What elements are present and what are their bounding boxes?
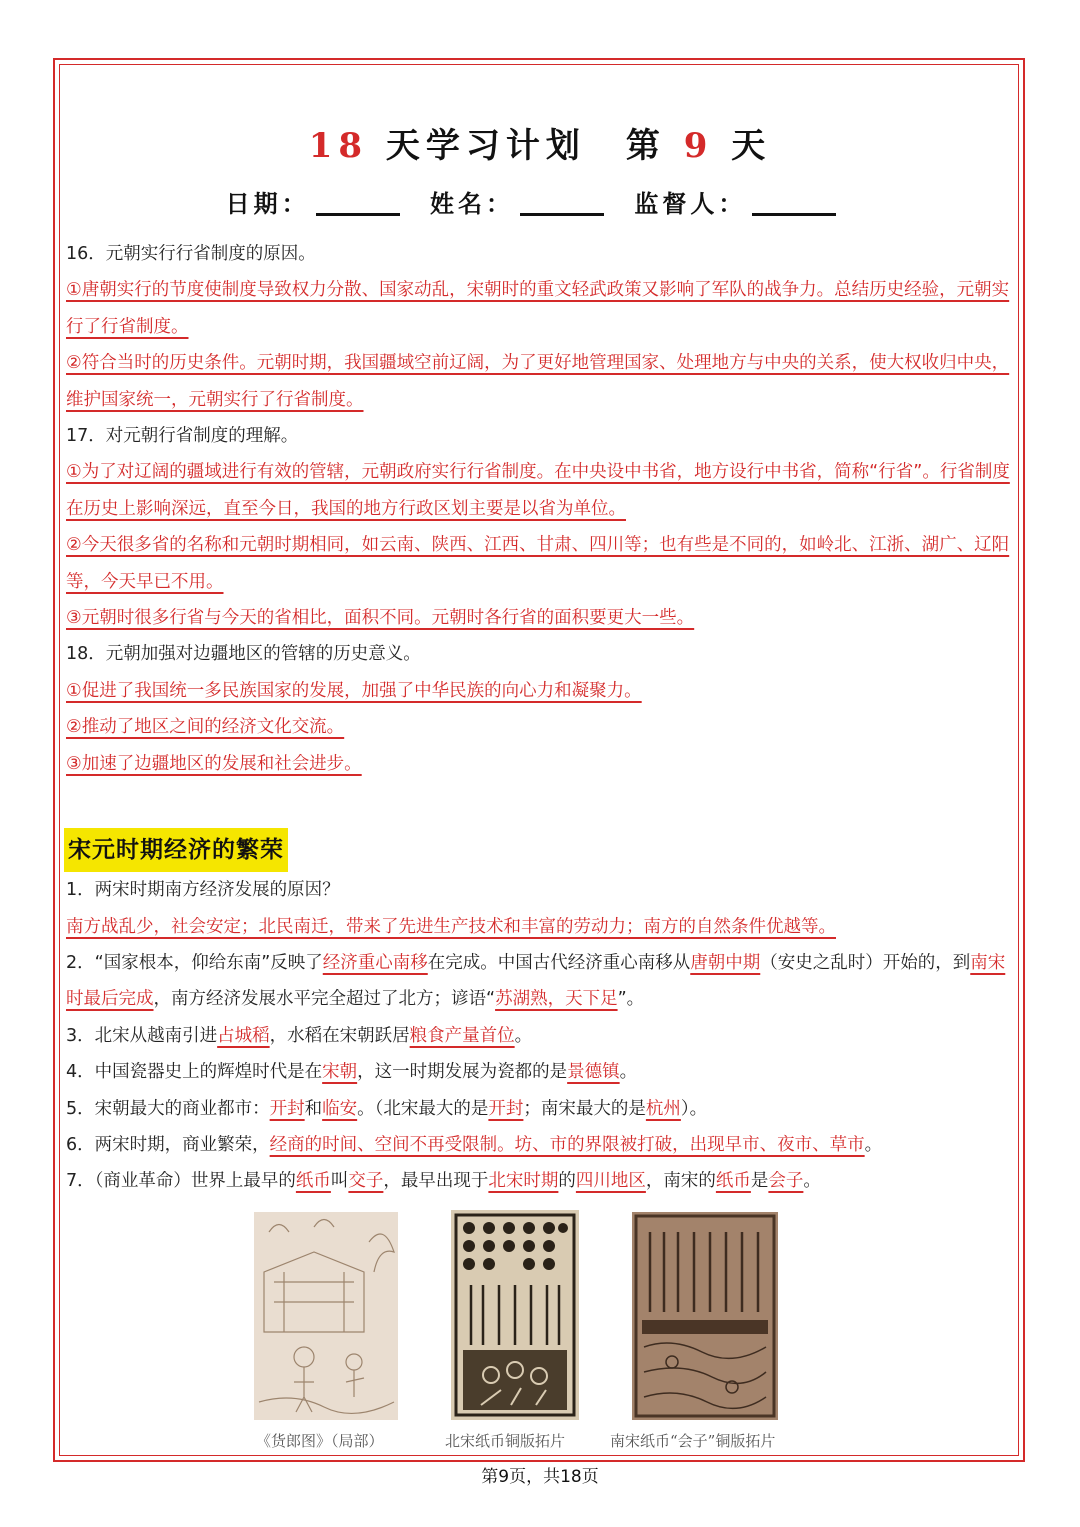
meta-line	[0, 184, 1080, 219]
q17-answer-2: ②今天很多省的名称和元朝时期相同，如云南、陕西、江西、甘肃、四川等；也有些是不同的，如岭北、江浙、湖广、辽阳等，今天早已不用。	[66, 535, 1010, 592]
name-label: 姓名：	[430, 189, 514, 218]
s5-item: 5．宋朝最大的商业都市：开封和临安。（北宋最大的是开封；南宋最大的是杭州）。	[66, 1098, 708, 1119]
name-blank	[520, 191, 604, 216]
huolang-painting-image	[254, 1212, 398, 1420]
s7-blank-6: 会子	[768, 1171, 804, 1192]
title-day-prefix: 第	[625, 126, 666, 166]
s2-item: 2．“国家根本，仰给东南”反映了经济重心南移在完成。中国古代经济重心南移从唐朝中期（安史之乱时）开始的，到南宋时最后完成，南方经济发展水平完全超过了北方；谚语“苏湖熟，天下足”。	[66, 952, 1006, 1010]
s5-blank-2: 临安	[322, 1098, 358, 1119]
page-number: 第9页，共18页	[481, 1467, 599, 1487]
q18-answer-2: ②推动了地区之间的经济文化交流。	[66, 717, 345, 738]
title-plan-text: 天学习计划	[385, 126, 586, 166]
supervisor-blank	[752, 191, 836, 216]
date-blank	[316, 191, 400, 216]
s5-blank-3: 开封	[488, 1098, 524, 1119]
s2-blank-1: 经济重心南移	[322, 952, 428, 973]
q16-question: 16．元朝实行行省制度的原因。	[66, 244, 316, 264]
s2-blank-4: 苏湖熟，天下足	[495, 989, 618, 1010]
date-label: 日期：	[225, 189, 310, 218]
q17-answer-1: ①为了对辽阔的疆域进行有效的管辖，元朝政府实行行省制度。在中央设中书省，地方设行中书省，简称“行省”。行省制度在历史上影响深远，直至今日，我国的地方行政区划主要是以省为单位。	[66, 462, 1010, 519]
s5-blank-4: 杭州	[645, 1098, 681, 1119]
section-title: 宋元时期经济的繁荣	[64, 828, 288, 872]
s1-question: 1．两宋时期南方经济发展的原因？	[66, 880, 340, 901]
caption-huolang: 《货郎图》（局部）	[256, 1432, 384, 1450]
southern-song-huizi-image	[632, 1212, 778, 1420]
s7-blank-4: 四川地区	[575, 1171, 646, 1192]
northern-song-banknote-image	[451, 1210, 579, 1420]
s2-blank-3: 南宋时最后完成	[66, 952, 1006, 1010]
page-content	[66, 236, 1018, 1200]
s4-blank-2: 景德镇	[567, 1062, 620, 1083]
s5-blank-1: 开封	[269, 1098, 305, 1119]
s7-blank-1: 纸币	[295, 1171, 331, 1192]
caption-southern-huizi: 南宋纸币“会子”铜版拓片	[610, 1432, 776, 1450]
s7-item: 7．（商业革命）世界上最早的纸币叫交子，最早出现于北宋时期的四川地区，南宋的纸币是会子。	[66, 1171, 821, 1192]
s4-item: 4．中国瓷器史上的辉煌时代是在宋朝，这一时期发展为瓷都的是景德镇。	[66, 1062, 638, 1083]
s6-blank-1: 经商的时间、空间不再受限制。坊、市的界限被打破，出现早市、夜市、草市	[269, 1134, 865, 1155]
s7-blank-5: 纸币	[715, 1171, 751, 1192]
q18-answer-3: ③加速了边疆地区的发展和社会进步。	[66, 753, 362, 774]
s7-blank-2: 交子	[348, 1171, 384, 1192]
q18-question: 18．元朝加强对边疆地区的管辖的历史意义。	[66, 644, 421, 665]
q16-answer-2: ②符合当时的历史条件。元朝时期，我国疆域空前辽阔，为了更好地管理国家、处理地方与中央的关系，使大权收归中央，维护国家统一，元朝实行了行省制度。	[66, 353, 1010, 410]
s4-blank-1: 宋朝	[322, 1062, 358, 1083]
s3-blank-1: 占城稻	[217, 1025, 270, 1046]
s1-answer: 南方战乱少，社会安定；北民南迁，带来了先进生产技术和丰富的劳动力；南方的自然条件优越等。	[66, 916, 836, 937]
s6-item: 6．两宋时期，商业繁荣，经商的时间、空间不再受限制。坊、市的界限被打破，出现早市、夜市、草市。	[66, 1134, 883, 1155]
s3-blank-2: 粮食产量首位	[409, 1025, 515, 1046]
s7-blank-3: 北宋时期	[488, 1171, 559, 1192]
q18-answer-1: ①促进了我国统一多民族国家的发展，加强了中华民族的向心力和凝聚力。	[66, 680, 642, 701]
title-plan-days: 18	[308, 126, 369, 166]
s3-item: 3．北宋从越南引进占城稻，水稻在宋朝跃居粮食产量首位。	[66, 1025, 533, 1046]
q17-question: 17．对元朝行省制度的理解。	[66, 426, 299, 447]
q16-answer-1: ①唐朝实行的节度使制度导致权力分散、国家动乱，宋朝时的重文轻武政策又影响了军队的战争力。总结历史经验，元朝实行了行省制度。	[66, 280, 1010, 337]
title-day-number: 9	[683, 126, 714, 166]
caption-northern-banknote: 北宋纸币铜版拓片	[445, 1432, 566, 1450]
supervisor-label: 监督人：	[634, 189, 747, 218]
page-title	[0, 118, 1080, 167]
q17-answer-3: ③元朝时很多行省与今天的省相比，面积不同。元朝时各行省的面积要更大一些。	[66, 608, 695, 629]
s2-blank-2: 唐朝中期	[690, 952, 761, 973]
title-day-suffix: 天	[731, 126, 772, 166]
